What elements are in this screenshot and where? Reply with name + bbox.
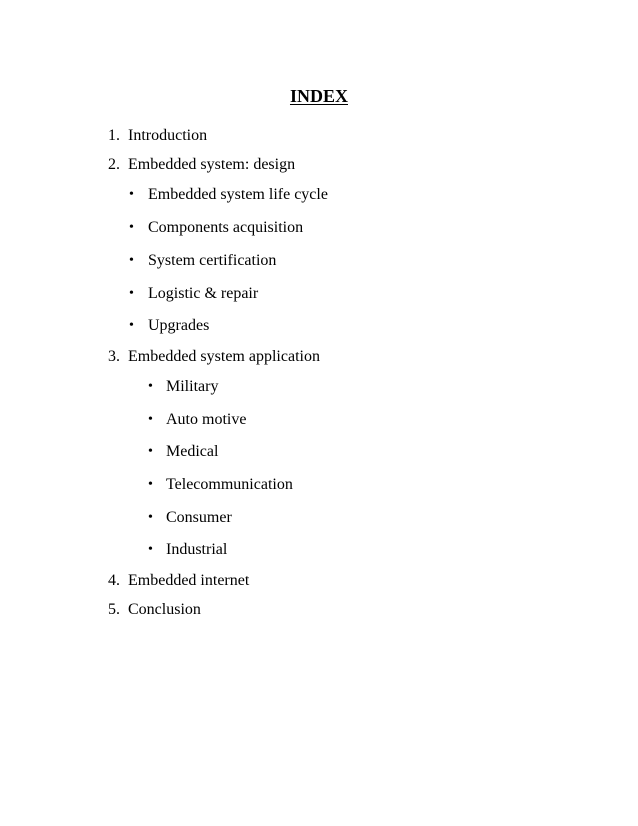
sub-item-label: Embedded system life cycle bbox=[148, 186, 328, 203]
item-label: Embedded system: design bbox=[128, 156, 296, 173]
bullet-icon: • bbox=[129, 220, 134, 235]
bullet-icon: • bbox=[148, 412, 153, 427]
sub-item-label: Upgrades bbox=[148, 317, 210, 334]
bullet-icon: • bbox=[129, 187, 134, 202]
sub-item-label: Logistic & repair bbox=[148, 285, 259, 302]
item-number: 2. bbox=[108, 156, 120, 173]
item-label: Embedded internet bbox=[128, 572, 250, 589]
sub-item-label: Military bbox=[166, 378, 219, 395]
item-number: 4. bbox=[108, 572, 120, 589]
index-heading: INDEX bbox=[289, 86, 348, 106]
bullet-icon: • bbox=[129, 286, 134, 301]
sub-item-label: Industrial bbox=[166, 541, 228, 558]
sub-item-label: System certification bbox=[148, 252, 277, 269]
page-title bbox=[0, 85, 638, 107]
bullet-icon: • bbox=[148, 477, 153, 492]
bullet-icon: • bbox=[148, 510, 153, 525]
bullet-icon: • bbox=[148, 444, 153, 459]
item-label: Introduction bbox=[128, 127, 208, 144]
item-number: 3. bbox=[108, 348, 120, 365]
bullet-icon: • bbox=[129, 318, 134, 333]
bullet-icon: • bbox=[129, 253, 134, 268]
sub-item-label: Consumer bbox=[166, 509, 232, 526]
bullet-icon: • bbox=[148, 542, 153, 557]
bullet-icon: • bbox=[148, 379, 153, 394]
sub-item-label: Auto motive bbox=[166, 411, 247, 428]
item-label: Embedded system application bbox=[128, 348, 320, 365]
sub-item-label: Components acquisition bbox=[148, 219, 304, 236]
sub-item-label: Medical bbox=[166, 443, 219, 460]
item-label: Conclusion bbox=[128, 601, 201, 618]
item-number: 1. bbox=[108, 127, 120, 144]
item-number: 5. bbox=[108, 601, 120, 618]
sub-item-label: Telecommunication bbox=[166, 476, 293, 493]
